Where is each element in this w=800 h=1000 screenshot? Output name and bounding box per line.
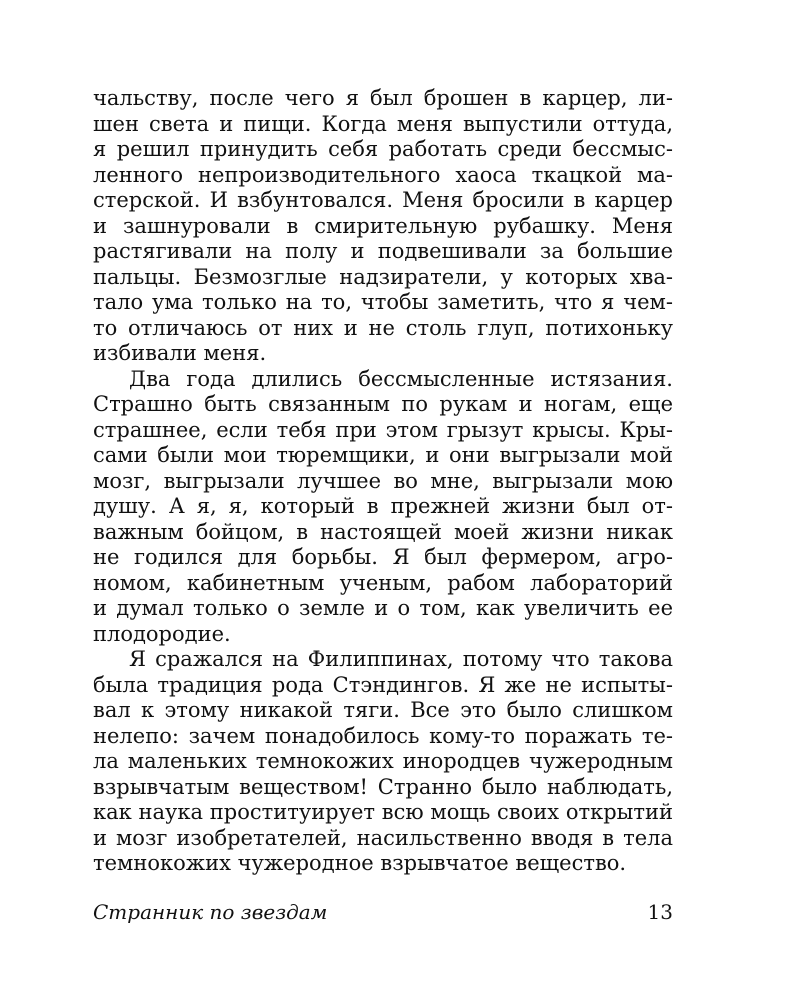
text-line: взрывчатым веществом! Странно было наблюдать,: [93, 774, 673, 799]
text-line: и зашнуровали в смирительную рубашку. Меня: [93, 213, 673, 238]
text-line: Я сражался на Филиппинах, потому что такова: [129, 647, 673, 671]
text-line: важным бойцом, в настоящей моей жизни никак: [93, 519, 673, 544]
text-line: шен света и пищи. Когда меня выпустили оттуда,: [93, 111, 673, 136]
text-line: и мозг изобретателей, насильственно вводя в тела: [93, 825, 673, 850]
text-line: чальству, после чего я был брошен в карцер, ли-: [93, 86, 673, 110]
text-line: темнокожих чужеродное взрывчатое вещество.: [93, 851, 627, 875]
text-line: была традиция рода Стэндингов. Я же не испыты-: [93, 672, 673, 697]
text-line: страшнее, если тебя при этом грызут крысы. Кры-: [93, 417, 673, 442]
text-line: Два года длились бессмысленные истязания.: [129, 366, 673, 391]
text-line: ла маленьких темнокожих инородцев чужеродным: [93, 749, 673, 773]
text-line: стерской. И взбунтовался. Меня бросили в карцер: [93, 188, 673, 212]
text-line: ленного непроизводительного хаоса ткацкой ма-: [93, 162, 673, 187]
text-line: растягивали на полу и подвешивали за большие: [93, 239, 673, 263]
text-line: Страшно быть связанным по рукам и ногам, еще: [93, 392, 673, 416]
text-line: сами были мои тюремщики, и они выгрызали мой: [93, 443, 673, 467]
text-line: не годился для борьбы. Я был фермером, агро-: [93, 545, 673, 569]
page-number: 13: [647, 900, 673, 924]
text-line: то отличаюсь от них и не столь глуп, потихоньку: [93, 315, 673, 340]
text-line: плодородие.: [93, 621, 231, 646]
text-line: избивали меня.: [93, 341, 267, 365]
text-line: как наука проституирует всю мощь своих открытий: [93, 800, 673, 824]
running-footer-title: Странник по звездам: [93, 900, 328, 924]
text-line: тало ума только на то, чтобы заметить, что я чем-: [93, 290, 673, 314]
text-line: номом, кабинетным ученым, рабом лабораторий: [93, 570, 673, 595]
text-line: я решил принудить себя работать среди бессмыс-: [93, 137, 673, 161]
text-line: и думал только о земле и о том, как увеличить ее: [93, 596, 673, 620]
text-line: мозг, выгрызали лучшее во мне, выгрызали мою: [93, 468, 673, 493]
body-text: [93, 86, 673, 877]
text-line: нелепо: зачем понадобилось кому-то поражать те-: [93, 723, 673, 748]
text-line: душу. А я, я, который в прежней жизни был от-: [93, 494, 673, 518]
text-line: пальцы. Безмозглые надзиратели, у которых хва-: [93, 264, 673, 289]
text-line: вал к этому никакой тяги. Все это было слишком: [93, 698, 673, 722]
